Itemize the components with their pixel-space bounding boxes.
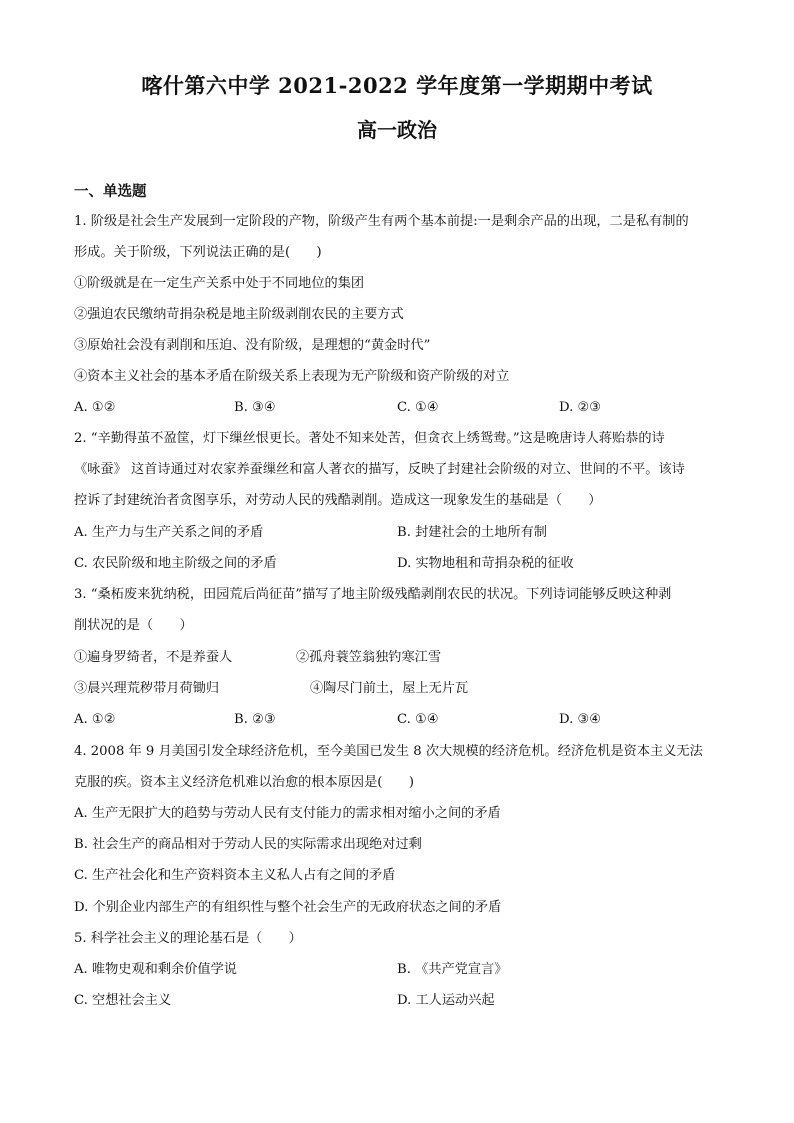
question-stem-line: 1. 阶级是社会生产发展到一定阶段的产物，阶级产生有两个基本前提:一是剩余产品的出现，二是私有制的 <box>74 214 689 229</box>
question-stem-line: 《咏蚕》 这首诗通过对农家养蚕缫丝和富人著衣的描写，反映了封建社会阶级的对立、世间的不平。该诗 <box>74 462 685 477</box>
question-stem-line: 克服的疾。资本主义经济危机难以治愈的根本原因是( ) <box>74 775 414 790</box>
exam-subject: 高一政治 <box>357 118 437 142</box>
statement: ③原始社会没有剥削和压迫、没有阶级，是理想的“黄金时代” <box>74 338 431 353</box>
question-stem-line: 削状况的是（ ） <box>74 618 193 633</box>
option-b: B. ②③ <box>234 712 276 727</box>
option-c: C. ①④ <box>397 712 439 727</box>
statement: ②孤舟蓑笠翁独钓寒江雪 <box>296 650 442 665</box>
statement: ④资本主义社会的基本矛盾在阶级关系上表现为无产阶级和资产阶级的对立 <box>74 369 510 384</box>
question-stem-line: 4. 2008 年 9 月美国引发全球经济危机，至今美国已发生 8 次大规模的经济危机。经济危机是资本主义无法 <box>74 744 703 759</box>
question-stem-line: 形成。关于阶级，下列说法正确的是( ) <box>74 245 322 260</box>
option-a: A. ①② <box>74 400 116 415</box>
exam-title: 喀什第六中学 2021-2022 学年度第一学期期中考试 <box>141 73 653 98</box>
question-stem-line: 控诉了封建统治者贪图享乐，对劳动人民的残酷剥削。造成这一现象发生的基础是（ ） <box>74 493 602 508</box>
option-c: C. 空想社会主义 <box>74 993 172 1008</box>
option-b: B. ③④ <box>234 400 276 415</box>
option-a: A. ①② <box>74 712 116 727</box>
question-stem-line: 2. “辛勤得茧不盈筐，灯下缫丝恨更长。著处不知来处苦，但贪衣上绣鸳鸯。”这是晚唐诗人蒋贻恭的诗 <box>74 431 665 446</box>
question-stem-line: 3. “桑柘废来犹纳税，田园荒后尚征苗”描写了地主阶级残酷剥削农民的状况。下列诗词能够反映这种剥 <box>74 587 672 602</box>
option-c: C. 生产社会化和生产资料资本主义私人占有之间的矛盾 <box>74 868 396 883</box>
statement: ②强迫农民缴纳苛捐杂税是地主阶级剥削农民的主要方式 <box>74 307 404 322</box>
statement: ①阶级就是在一定生产关系中处于不同地位的集团 <box>74 276 365 291</box>
option-b: B. 社会生产的商品相对于劳动人民的实际需求出现绝对过剩 <box>74 837 422 852</box>
statement: ④陶尽门前土，屋上无片瓦 <box>310 681 469 696</box>
option-a: A. 唯物史观和剩余价值学说 <box>74 962 237 977</box>
statement: ③晨兴理荒秽带月荷锄归 <box>74 681 220 696</box>
option-a: A. 生产无限扩大的趋势与劳动人民有支付能力的需求相对缩小之间的矛盾 <box>74 806 501 821</box>
statement: ①遍身罗绮者，不是养蚕人 <box>74 650 233 665</box>
option-d: D. 工人运动兴起 <box>397 993 495 1008</box>
option-b: B. 《共产党宣言》 <box>397 962 508 977</box>
option-d: D. ③④ <box>559 712 602 727</box>
section-heading: 一、单选题 <box>74 184 147 200</box>
option-c: C. 农民阶级和地主阶级之间的矛盾 <box>74 556 277 571</box>
option-d: D. 实物地租和苛捐杂税的征收 <box>397 556 574 571</box>
option-d: D. 个别企业内部生产的有组织性与整个社会生产的无政府状态之间的矛盾 <box>74 900 502 915</box>
option-a: A. 生产力与生产关系之间的矛盾 <box>74 525 264 540</box>
option-b: B. 封建社会的土地所有制 <box>397 525 547 540</box>
question-stem-line: 5. 科学社会主义的理论基石是（ ） <box>74 931 302 946</box>
option-c: C. ①④ <box>397 400 439 415</box>
option-d: D. ②③ <box>559 400 602 415</box>
